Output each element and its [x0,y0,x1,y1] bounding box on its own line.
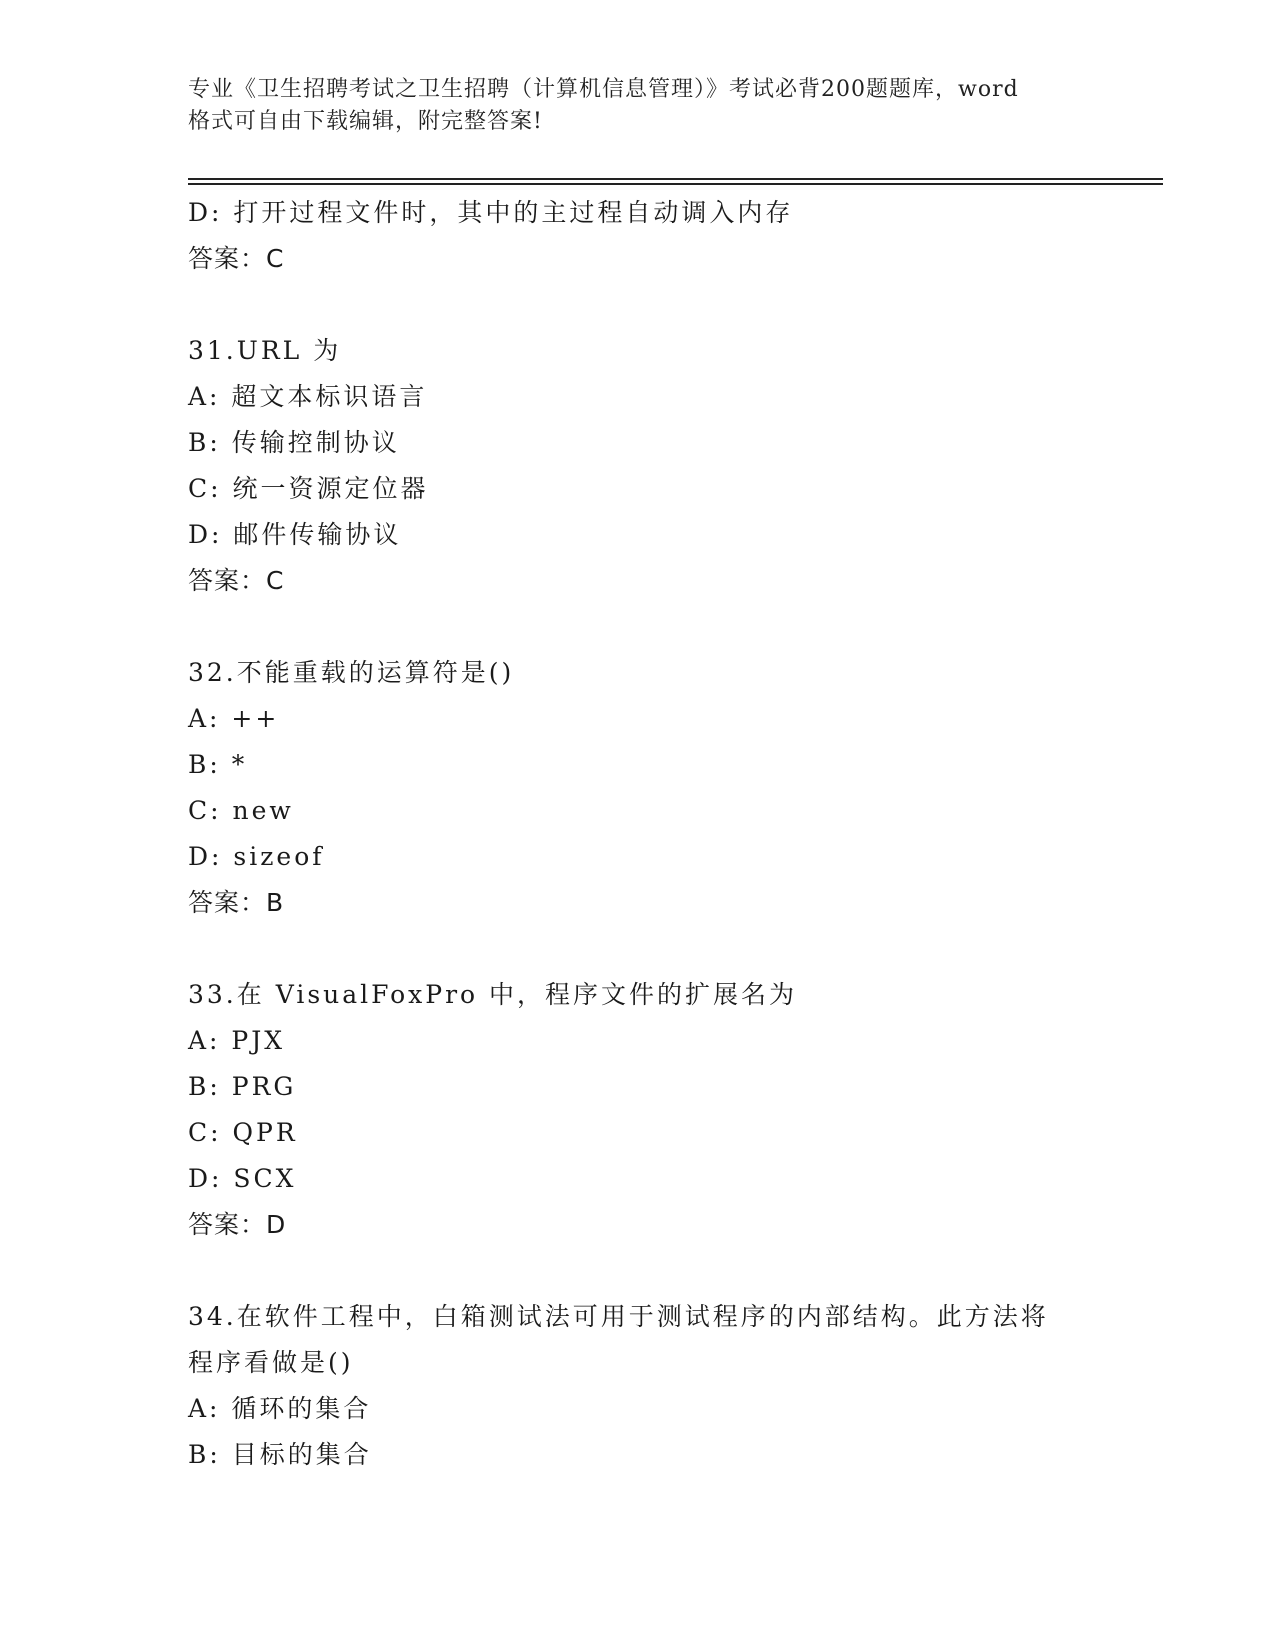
question-31-stem: 31.URL 为 [188,336,342,365]
header-divider-bottom [188,183,1163,185]
prev-answer: 答案：C [188,244,285,273]
question-34-stem-line-1: 34.在软件工程中，白箱测试法可用于测试程序的内部结构。此方法将 [188,1302,1049,1331]
spacer [188,604,1163,650]
question-33-option-c: C: QPR [188,1118,298,1147]
question-34-option-b: B: 目标的集合 [188,1440,372,1469]
question-32-option-a: A: ++ [188,704,280,733]
prev-option-d: D: 打开过程文件时，其中的主过程自动调入内存 [188,198,794,227]
question-list [188,190,1163,1478]
question-32-option-b: B: * [188,750,248,779]
question-32-answer: 答案：B [188,888,285,917]
spacer [188,926,1163,972]
spacer [188,1248,1163,1294]
question-33-option-a: A: PJX [188,1026,286,1055]
question-32-option-d: D: sizeof [188,842,325,871]
question-31-option-b: B: 传输控制协议 [188,428,400,457]
header-divider-top [188,178,1163,180]
question-31-option-d: D: 邮件传输协议 [188,520,402,549]
question-33-answer: 答案：D [188,1210,287,1239]
spacer [188,282,1163,328]
question-31-answer: 答案：C [188,566,285,595]
header-line-1: 专业《卫生招聘考试之卫生招聘（计算机信息管理）》考试必背200题题库，word [188,77,1019,102]
document-header [188,74,1108,138]
question-31-option-c: C: 统一资源定位器 [188,474,429,503]
question-33-option-b: B: PRG [188,1072,297,1101]
question-31-option-a: A: 超文本标识语言 [188,382,428,411]
question-33-stem: 33.在 VisualFoxPro 中，程序文件的扩展名为 [188,980,798,1009]
question-34-option-a: A: 循环的集合 [188,1394,372,1423]
question-32-option-c: C: new [188,796,294,825]
header-line-2: 格式可自由下载编辑，附完整答案! [188,109,543,134]
question-34-stem-line-2: 程序看做是() [188,1348,354,1377]
question-32-stem: 32.不能重载的运算符是() [188,658,515,687]
question-33-option-d: D: SCX [188,1164,297,1193]
